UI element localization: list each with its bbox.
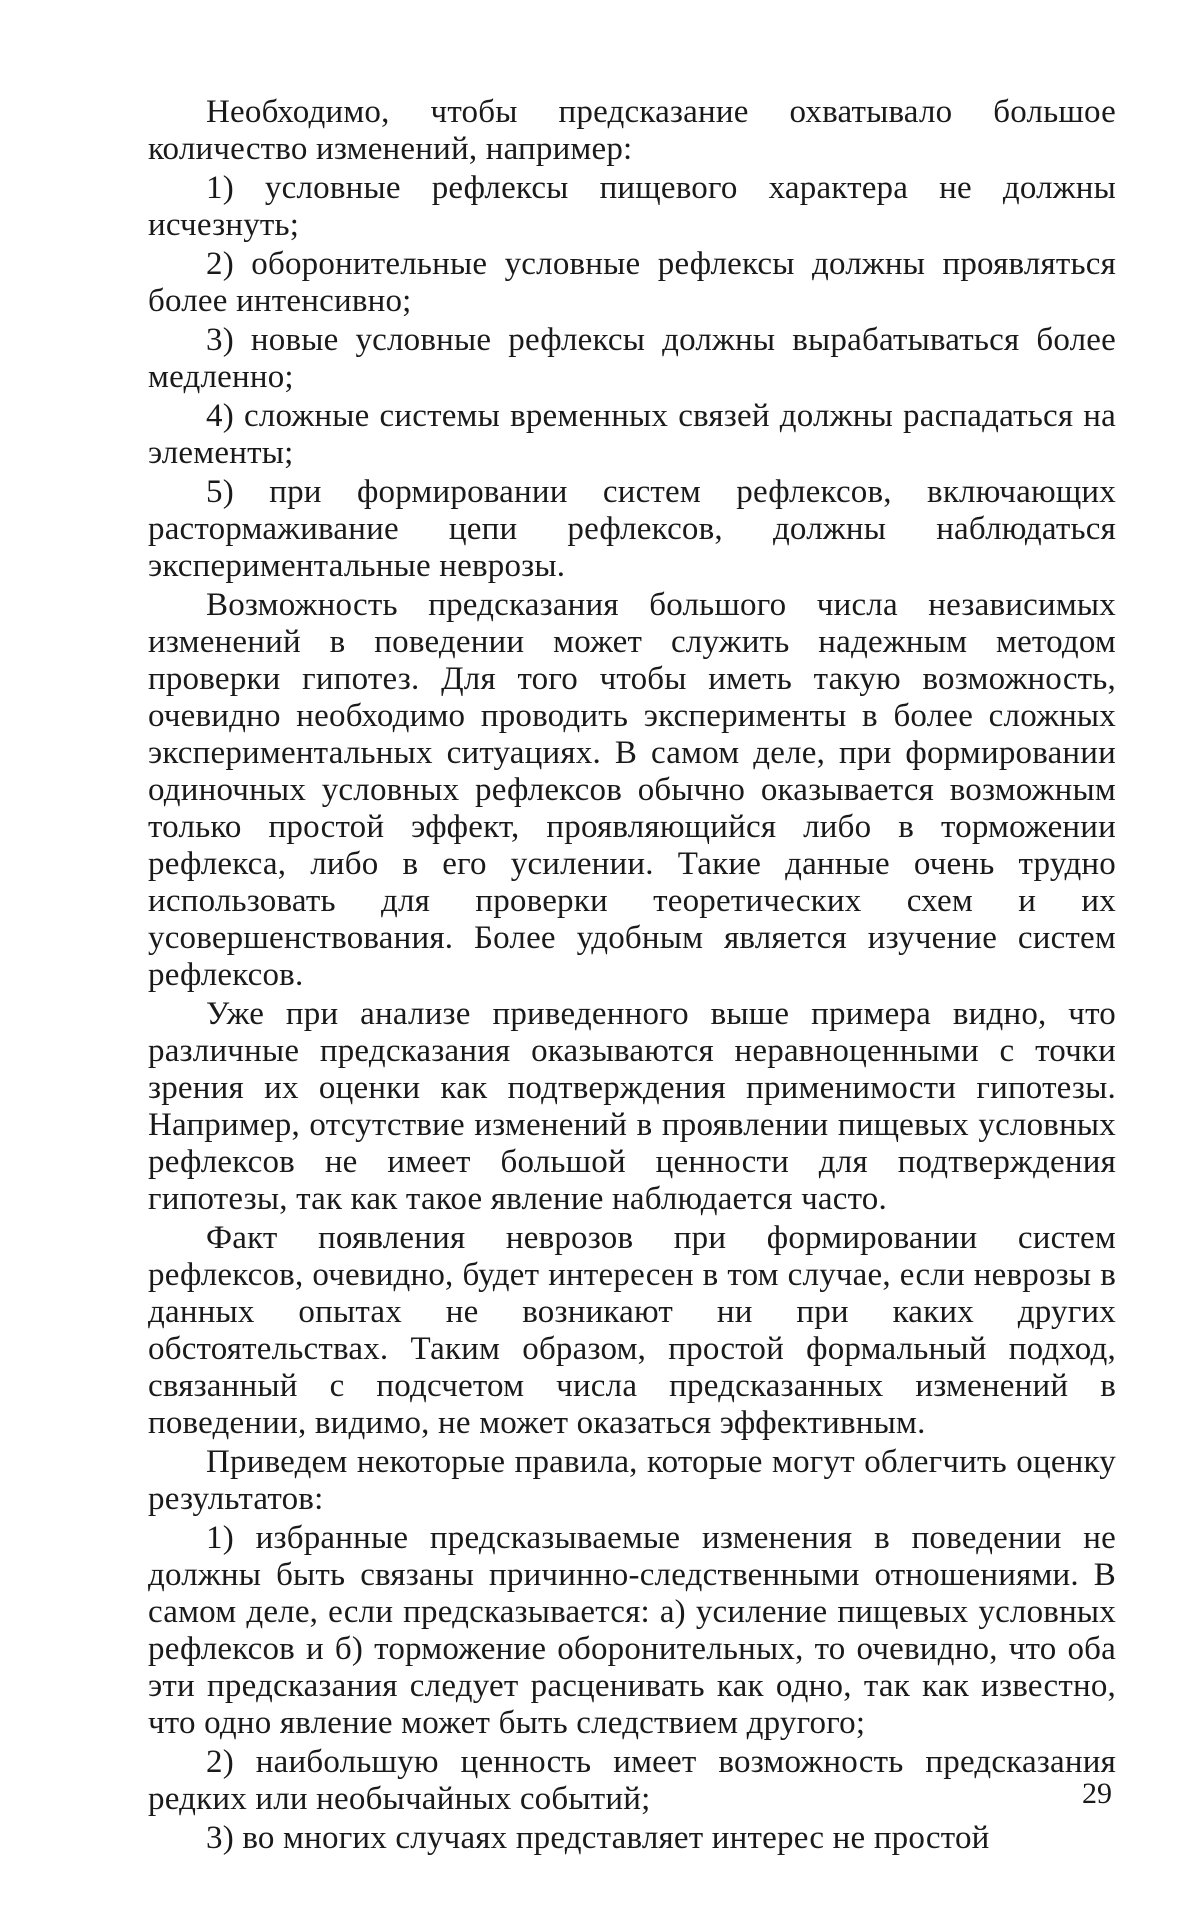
list-item-5: 5) при формировании систем рефлексов, включающих растормаживание цепи рефлексов, должны наблюдаться экспериментальные неврозы. [148, 474, 1116, 584]
list-item-3: 3) новые условные рефлексы должны вырабатываться более медленно; [148, 322, 1116, 395]
list-item-4: 4) сложные системы временных связей должны распадаться на элементы; [148, 398, 1116, 471]
page-body-text [148, 94, 1116, 1859]
paragraph-2: Возможность предсказания большого числа независимых изменений в поведении может служить надежным методом проверки гипотез. Для того чтобы иметь такую возможность, очевидно необходимо проводить эксперименты в более сложных экспериментальных ситуациях. В самом деле, при формировании одиночных условных рефлексов обычно оказывается возможным только простой эффект, проявляющийся либо в торможении рефлекса, либо в его усилении. Такие данные очень трудно использовать для проверки теоретических схем и их усовершенствования. Более удобным является изучение систем рефлексов. [148, 587, 1116, 993]
page-number: 29 [1082, 1777, 1112, 1810]
paragraph-5: Приведем некоторые правила, которые могут облегчить оценку результатов: [148, 1444, 1116, 1517]
paragraph-3: Уже при анализе приведенного выше примера видно, что различные предсказания оказываются неравноценными с точки зрения их оценки как подтверждения применимости гипотезы. Например, отсутствие изменений в проявлении пищевых условных рефлексов не имеет большой ценности для подтверждения гипотезы, так как такое явление наблюдается часто. [148, 996, 1116, 1217]
paragraph-1: Необходимо, чтобы предсказание охватывало большое количество изменений, например: [148, 94, 1116, 167]
list-item-1: 1) условные рефлексы пищевого характера не должны исчезнуть; [148, 170, 1116, 243]
rule-item-1: 1) избранные предсказываемые изменения в поведении не должны быть связаны причинно-следственными отношениями. В самом деле, если предсказывается: а) усиление пищевых условных рефлексов и б) торможение оборонительных, то очевидно, что оба эти предсказания следует расценивать как одно, так как известно, что одно явление может быть следствием другого; [148, 1520, 1116, 1741]
rule-item-2: 2) наибольшую ценность имеет возможность предсказания редких или необычайных событий; [148, 1744, 1116, 1817]
paragraph-4: Факт появления неврозов при формировании систем рефлексов, очевидно, будет интересен в том случае, если неврозы в данных опытах не возникают ни при каких других обстоятельствах. Таким образом, простой формальный подход, связанный с подсчетом числа предсказанных изменений в поведении, видимо, не может оказаться эффективным. [148, 1220, 1116, 1441]
rule-item-3: 3) во многих случаях представляет интерес не простой [206, 1820, 990, 1856]
list-item-2: 2) оборонительные условные рефлексы должны проявляться более интенсивно; [148, 246, 1116, 319]
